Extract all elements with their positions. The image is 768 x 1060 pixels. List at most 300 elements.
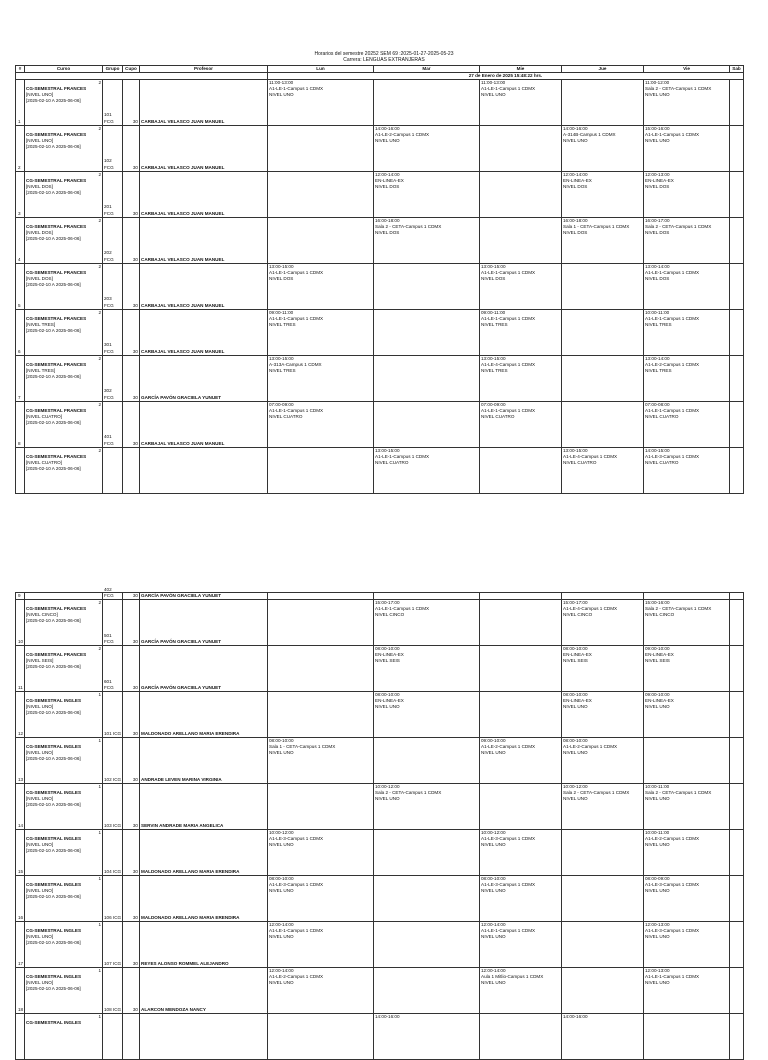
slot-line: A1-LE-4-Campus 1 CDMX bbox=[563, 453, 618, 459]
slot-line: NIVEL UNO bbox=[645, 842, 670, 848]
course-cell bbox=[25, 830, 103, 876]
professor-name: GARCÍA PAVÓN GRACIELA YUNUET bbox=[141, 684, 222, 690]
capacity-cell bbox=[123, 309, 140, 355]
slot-lun bbox=[268, 1014, 374, 1060]
course-cell bbox=[25, 217, 103, 263]
slot-lun bbox=[268, 784, 374, 830]
course-name: CG-SEMESTRAL FRANCES bbox=[26, 407, 87, 413]
slot-line: NIVEL CUATRO bbox=[375, 460, 409, 466]
slot-line: EN-LINEA-EX bbox=[375, 698, 404, 704]
slot-line: NIVEL TRES bbox=[645, 368, 672, 374]
professor-name: ALARCON MENDOZA NANCY bbox=[141, 1006, 206, 1012]
slot-lun bbox=[268, 263, 374, 309]
slot-line: 12:00-13:00 bbox=[645, 922, 670, 927]
slot-line: 16:00-18:00 bbox=[563, 217, 588, 223]
course-cell bbox=[25, 125, 103, 171]
course-dates: [2025-02-10 A 2025-06-06] bbox=[26, 420, 81, 426]
course-cell bbox=[25, 692, 103, 738]
slot-line: 12:00-13:00 bbox=[645, 968, 670, 973]
slot-line: 12:00-13:00 bbox=[645, 171, 670, 177]
slot-line: A1-LE-1-Campus 1 CDMX bbox=[645, 131, 700, 137]
capacity-value: 30 bbox=[132, 394, 138, 400]
slot-line: Sala 2 - CETA-Campus 1 CDMX bbox=[645, 223, 712, 229]
table-row bbox=[16, 355, 744, 401]
slot-sab bbox=[730, 125, 744, 171]
professor-name: ANDRADE LEVEN MARINA VIRGINIA bbox=[141, 776, 222, 782]
capacity-cell bbox=[123, 1014, 140, 1060]
table-row bbox=[16, 692, 744, 738]
group-value: 104 ICG bbox=[104, 868, 122, 874]
course-level: [NIVEL UNO] bbox=[26, 980, 54, 986]
table-row bbox=[16, 309, 744, 355]
course-cell bbox=[25, 447, 103, 493]
course-credit: 1 bbox=[98, 876, 101, 881]
course-cell bbox=[25, 309, 103, 355]
row-index bbox=[16, 309, 25, 355]
slot-line: 08:00-10:00 bbox=[269, 738, 294, 743]
table-body-page1 bbox=[16, 79, 744, 493]
capacity-value: 30 bbox=[132, 302, 138, 308]
slot-sab bbox=[730, 79, 744, 125]
course-name: CG-SEMESTRAL INGLES bbox=[26, 744, 82, 749]
slot-line: 10:00-12:00 bbox=[481, 830, 506, 835]
slot-lun bbox=[268, 876, 374, 922]
slot-line: Aula 1 Mitlio-Campus 1 CDMX bbox=[481, 974, 544, 980]
group-cell bbox=[103, 876, 123, 922]
slot-line: A1-LE-1-Campus 1 CDMX bbox=[645, 269, 700, 275]
date-row-spacer bbox=[16, 72, 268, 79]
slot-mie bbox=[480, 600, 562, 646]
row-index bbox=[16, 692, 25, 738]
slot-line: NIVEL UNO bbox=[269, 750, 294, 756]
slot-vie bbox=[644, 922, 730, 968]
slot-line: NIVEL UNO bbox=[645, 92, 670, 98]
slot-lun bbox=[268, 401, 374, 447]
slot-line: 10:00-12:00 bbox=[375, 784, 400, 789]
course-credit: 1 bbox=[98, 922, 101, 927]
slot-line: 11:00-12:00 bbox=[645, 79, 670, 85]
slot-line: 14:00-16:00 bbox=[563, 125, 588, 131]
slot-line: A1-LE-3-Campus 1 CDMX bbox=[269, 836, 324, 842]
course-name: CG-SEMESTRAL INGLES bbox=[26, 974, 82, 979]
capacity-cell bbox=[123, 876, 140, 922]
slot-line: A1-LE-1-Campus 1 CDMX bbox=[375, 453, 430, 459]
slot-vie bbox=[644, 600, 730, 646]
slot-line: A1-LE-1-Campus 1 CDMX bbox=[645, 315, 700, 321]
course-dates: [2025-02-10 A 2025-06-06] bbox=[26, 328, 81, 334]
course-level: [NIVEL DOS] bbox=[26, 275, 53, 281]
slot-line: 10:00-11:00 bbox=[645, 309, 670, 315]
slot-line: A1-LE-1-Campus 1 CDMX bbox=[375, 606, 430, 612]
slot-line: A1-LE-3-Campus 1 CDMX bbox=[269, 882, 324, 888]
slot-line: 13:00-15:00 bbox=[375, 447, 400, 453]
course-credit: 2 bbox=[98, 646, 101, 651]
slot-line: 07:00-09:00 bbox=[269, 401, 294, 407]
group-value: 301 FCG bbox=[104, 342, 114, 354]
slot-mie bbox=[480, 171, 562, 217]
slot-sab bbox=[730, 447, 744, 493]
row-index-value: 14 bbox=[18, 822, 24, 828]
course-credit: 1 bbox=[98, 738, 101, 743]
course-dates: [2025-02-10 A 2025-06-06] bbox=[26, 940, 81, 946]
course-name: CG-SEMESTRAL INGLES bbox=[26, 698, 82, 703]
row-index bbox=[16, 125, 25, 171]
slot-jue bbox=[562, 401, 644, 447]
slot-vie bbox=[644, 646, 730, 692]
course-level: [NIVEL TRES] bbox=[26, 321, 56, 327]
table-row bbox=[16, 830, 744, 876]
course-credit: 2 bbox=[98, 355, 101, 361]
slot-line: A1-LE-1-Campus 1 CDMX bbox=[269, 85, 324, 91]
course-dates: [2025-02-10 A 2025-06-06] bbox=[26, 848, 81, 854]
col-header-lun: Lun bbox=[268, 66, 374, 73]
course-dates: [2025-02-10 A 2025-06-06] bbox=[26, 236, 81, 242]
slot-line: 07:00-08:00 bbox=[645, 401, 670, 407]
course-level: [NIVEL CUATRO] bbox=[26, 459, 62, 465]
slot-mar bbox=[374, 593, 480, 600]
professor-name: GARCÍA PAVÓN GRACIELA YUNUET bbox=[141, 638, 222, 644]
course-dates: [2025-02-10 A 2025-06-06] bbox=[26, 374, 81, 380]
professor-cell bbox=[140, 646, 268, 692]
slot-sab bbox=[730, 692, 744, 738]
group-value: 102 FCG bbox=[104, 158, 114, 170]
row-index-value: 7 bbox=[18, 394, 21, 400]
row-index-value: 5 bbox=[18, 302, 21, 308]
slot-mie bbox=[480, 593, 562, 600]
schedule-table-page2 bbox=[15, 586, 744, 1060]
capacity-value: 30 bbox=[132, 638, 138, 644]
course-dates: [2025-02-10 A 2025-06-06] bbox=[26, 618, 81, 624]
slot-line: NIVEL UNO bbox=[375, 138, 400, 144]
slot-line: A1-LE-1-Campus 1 CDMX bbox=[269, 407, 324, 413]
capacity-cell bbox=[123, 738, 140, 784]
slot-line: A1-LE-3-Campus 1 CDMX bbox=[645, 453, 700, 459]
slot-line: A1-LE-2-Campus 1 CDMX bbox=[563, 744, 618, 750]
col-header-cupo: Cupo bbox=[123, 66, 140, 73]
group-value: 103 ICG bbox=[104, 822, 122, 828]
table-body-page2 bbox=[16, 586, 744, 1060]
group-cell bbox=[103, 646, 123, 692]
row-index bbox=[16, 217, 25, 263]
slot-line: 08:00-10:00 bbox=[563, 738, 588, 743]
slot-line: 07:00-09:00 bbox=[481, 401, 506, 407]
slot-jue bbox=[562, 968, 644, 1014]
slot-line: EN-LINEA-EX bbox=[375, 177, 404, 183]
slot-line: NIVEL TRES bbox=[481, 322, 508, 328]
slot-line: EN-LINEA-EX bbox=[645, 177, 674, 183]
row-index-value: 3 bbox=[18, 210, 21, 216]
course-dates: [2025-02-10 A 2025-06-06] bbox=[26, 710, 81, 716]
professor-cell bbox=[140, 355, 268, 401]
row-index bbox=[16, 784, 25, 830]
professor-name: CARBAJAL VELASCO JUAN MANUEL bbox=[141, 440, 225, 446]
group-cell bbox=[103, 79, 123, 125]
row-index-value: 10 bbox=[18, 638, 24, 644]
slot-sab bbox=[730, 171, 744, 217]
slot-line: NIVEL UNO bbox=[645, 934, 670, 940]
course-credit: 2 bbox=[98, 79, 101, 85]
slot-line: NIVEL UNO bbox=[481, 934, 506, 940]
slot-line: NIVEL UNO bbox=[481, 888, 506, 894]
slot-line: NIVEL UNO bbox=[645, 704, 670, 710]
course-level: [NIVEL UNO] bbox=[26, 934, 54, 940]
row-index-value: 18 bbox=[18, 1006, 24, 1012]
group-cell bbox=[103, 309, 123, 355]
slot-vie bbox=[644, 593, 730, 600]
slot-mar bbox=[374, 784, 480, 830]
slot-lun bbox=[268, 171, 374, 217]
course-cell bbox=[25, 263, 103, 309]
course-cell bbox=[25, 784, 103, 830]
slot-line: 14:00-15:00 bbox=[645, 447, 670, 453]
course-dates: [2025-02-10 A 2025-06-06] bbox=[26, 986, 81, 992]
group-cell bbox=[103, 125, 123, 171]
course-dates: [2025-02-10 A 2025-06-06] bbox=[26, 144, 81, 150]
row-index bbox=[16, 79, 25, 125]
slot-mie bbox=[480, 692, 562, 738]
slot-sab bbox=[730, 263, 744, 309]
slot-line: Sala 2 - CETA-Campus 1 CDMX bbox=[375, 223, 442, 229]
capacity-cell bbox=[123, 401, 140, 447]
slot-line: 13:00-15:00 bbox=[563, 447, 588, 453]
group-cell bbox=[103, 784, 123, 830]
course-level: [NIVEL CUATRO] bbox=[26, 413, 62, 419]
slot-mie bbox=[480, 830, 562, 876]
course-dates: [2025-02-10 A 2025-06-06] bbox=[26, 98, 81, 104]
slot-line: 08:00-10:00 bbox=[269, 876, 294, 881]
row-index bbox=[16, 922, 25, 968]
slot-line: 13:00-14:00 bbox=[645, 263, 670, 269]
slot-line: NIVEL UNO bbox=[481, 980, 506, 986]
course-level: [NIVEL UNO] bbox=[26, 750, 54, 756]
group-cell bbox=[103, 692, 123, 738]
slot-mie bbox=[480, 1014, 562, 1060]
slot-line: NIVEL DOS bbox=[563, 184, 588, 190]
row-index-value: 16 bbox=[18, 914, 24, 920]
course-cell bbox=[25, 922, 103, 968]
slot-line: NIVEL UNO bbox=[269, 934, 294, 940]
col-header-sab: Sab bbox=[730, 66, 744, 73]
course-cell bbox=[25, 876, 103, 922]
slot-line: 15:00-17:00 bbox=[375, 600, 400, 605]
slot-line: NIVEL CUATRO bbox=[645, 460, 679, 466]
course-dates: [2025-02-10 A 2025-06-06] bbox=[26, 756, 81, 762]
slot-lun bbox=[268, 738, 374, 784]
slot-sab bbox=[730, 646, 744, 692]
group-cell bbox=[103, 830, 123, 876]
slot-mie bbox=[480, 784, 562, 830]
course-name: CG-SEMESTRAL INGLES bbox=[26, 882, 82, 887]
professor-cell bbox=[140, 830, 268, 876]
slot-jue bbox=[562, 922, 644, 968]
group-cell bbox=[103, 968, 123, 1014]
professor-name: MALDONADO ARELLANO MARIA ERENDIRA bbox=[141, 914, 240, 920]
col-header-mar: Mar bbox=[374, 66, 480, 73]
slot-lun bbox=[268, 922, 374, 968]
professor-cell bbox=[140, 125, 268, 171]
slot-line: NIVEL UNO bbox=[269, 980, 294, 986]
slot-mar bbox=[374, 830, 480, 876]
capacity-cell bbox=[123, 784, 140, 830]
row-index-value: 11 bbox=[18, 684, 23, 690]
course-credit: 2 bbox=[98, 600, 101, 605]
slot-line: NIVEL DOS bbox=[375, 184, 400, 190]
date-row bbox=[16, 72, 744, 79]
capacity-value: 30 bbox=[132, 1006, 138, 1012]
slot-mie bbox=[480, 968, 562, 1014]
row-index bbox=[16, 171, 25, 217]
professor-cell bbox=[140, 1014, 268, 1060]
slot-line: A1-LE-1-Campus 1 CDMX bbox=[481, 85, 536, 91]
slot-mar bbox=[374, 355, 480, 401]
slot-line: EN-LINEA-EX bbox=[375, 652, 404, 658]
group-cell bbox=[103, 1014, 123, 1060]
slot-mar bbox=[374, 125, 480, 171]
slot-line: 09:00-11:00 bbox=[269, 309, 294, 315]
capacity-cell bbox=[123, 217, 140, 263]
slot-line: NIVEL UNO bbox=[481, 842, 506, 848]
professor-cell bbox=[140, 876, 268, 922]
capacity-cell: 30 bbox=[123, 593, 140, 600]
slot-vie bbox=[644, 79, 730, 125]
row-index-value: 15 bbox=[18, 868, 24, 874]
course-cell bbox=[25, 600, 103, 646]
slot-line: 09:00-10:00 bbox=[645, 692, 670, 697]
course-name: CG-SEMESTRAL FRANCES bbox=[26, 131, 87, 137]
group-value: 601 FCG bbox=[104, 678, 114, 690]
slot-line: NIVEL UNO bbox=[563, 704, 588, 710]
capacity-cell bbox=[123, 646, 140, 692]
slot-line: Sala 2 - CETA-Campus 1 CDMX bbox=[375, 790, 442, 796]
group-cell bbox=[103, 263, 123, 309]
slot-sab bbox=[730, 922, 744, 968]
row-index-value: 13 bbox=[18, 776, 24, 782]
slot-mar bbox=[374, 922, 480, 968]
col-header-mie: Mie bbox=[480, 66, 562, 73]
capacity-value: 30 bbox=[132, 348, 138, 354]
slot-mie bbox=[480, 309, 562, 355]
course-dates: [2025-02-10 A 2025-06-06] bbox=[26, 466, 81, 472]
slot-line: Sala 2 - CETA-Campus 1 CDMX bbox=[563, 790, 630, 796]
slot-sab bbox=[730, 593, 744, 600]
slot-vie bbox=[644, 692, 730, 738]
slot-mie bbox=[480, 79, 562, 125]
row-index-value: 2 bbox=[18, 164, 21, 170]
professor-cell bbox=[140, 968, 268, 1014]
col-header-idx: # bbox=[16, 66, 25, 73]
group-value: 501 FCG bbox=[104, 632, 114, 644]
slot-line: EN-LINEA-EX bbox=[645, 698, 674, 704]
capacity-value: 30 bbox=[132, 210, 138, 216]
slot-line: A1-LE-1-Campus 1 CDMX bbox=[645, 974, 700, 980]
col-header-profesor: Profesor bbox=[140, 66, 268, 73]
slot-line: NIVEL TRES bbox=[269, 322, 296, 328]
capacity-value: 30 bbox=[132, 914, 138, 920]
slot-line: 08:00-10:00 bbox=[481, 876, 506, 881]
slot-line: NIVEL CUATRO bbox=[481, 414, 515, 420]
group-cell bbox=[103, 217, 123, 263]
slot-line: 08:00-09:00 bbox=[645, 876, 670, 881]
slot-sab bbox=[730, 355, 744, 401]
slot-line: 15:00-16:00 bbox=[645, 125, 670, 131]
slot-line: NIVEL SEIS bbox=[563, 658, 588, 664]
group-cell bbox=[103, 401, 123, 447]
slot-jue bbox=[562, 738, 644, 784]
slot-lun bbox=[268, 217, 374, 263]
course-level: [NIVEL UNO] bbox=[26, 137, 54, 143]
slot-line: NIVEL CINCO bbox=[375, 612, 405, 618]
slot-line: A1-LE-2-Campus 1 CDMX bbox=[645, 836, 700, 842]
col-header-vie: Vie bbox=[644, 66, 730, 73]
row-index-value: 4 bbox=[18, 256, 21, 262]
slot-line: NIVEL CUATRO bbox=[563, 460, 597, 466]
slot-line: 10:00-12:00 bbox=[269, 830, 294, 835]
slot-line: NIVEL SEIS bbox=[645, 658, 670, 664]
slot-line: NIVEL DOS bbox=[375, 230, 400, 236]
professor-name: CARBAJAL VELASCO JUAN MANUEL bbox=[141, 256, 225, 262]
slot-mie bbox=[480, 876, 562, 922]
table-row bbox=[16, 593, 744, 600]
slot-line: Sala 2 - CETA-Campus 1 CDMX bbox=[645, 85, 712, 91]
group-value: 102 ICG bbox=[104, 776, 122, 782]
slot-jue bbox=[562, 646, 644, 692]
course-cell bbox=[25, 593, 103, 600]
course-name: CG-SEMESTRAL FRANCES bbox=[26, 315, 87, 321]
slot-jue bbox=[562, 600, 644, 646]
slot-vie bbox=[644, 968, 730, 1014]
course-level: [NIVEL DOS] bbox=[26, 183, 53, 189]
row-index bbox=[16, 355, 25, 401]
report-title: Horarios del semestre 20252 SEM 69 :2025-01-27-2025-05-23 bbox=[314, 51, 454, 57]
table-row bbox=[16, 784, 744, 830]
professor-cell: GARCÍA PAVÓN GRACIELA YUNUET bbox=[140, 593, 268, 600]
professor-name: MALDONADO ARELLANO MARIA ERENDIRA bbox=[141, 868, 240, 874]
slot-mar bbox=[374, 447, 480, 493]
course-level: [NIVEL UNO] bbox=[26, 842, 54, 848]
slot-line: Sala 1 - CETA-Campus 1 CDMX bbox=[563, 223, 630, 229]
course-dates: [2025-02-10 A 2025-06-06] bbox=[26, 802, 81, 808]
slot-line: NIVEL UNO bbox=[269, 842, 294, 848]
slot-line: NIVEL UNO bbox=[269, 92, 294, 98]
capacity-cell bbox=[123, 171, 140, 217]
slot-line: 08:00-10:00 bbox=[375, 646, 400, 651]
slot-line: 08:00-10:00 bbox=[563, 646, 588, 651]
table-row bbox=[16, 646, 744, 692]
slot-jue bbox=[562, 171, 644, 217]
slot-mie bbox=[480, 738, 562, 784]
slot-line: A1-LE-4-Campus 1 CDMX bbox=[481, 361, 536, 367]
slot-lun bbox=[268, 355, 374, 401]
slot-line: NIVEL DOS bbox=[645, 276, 670, 282]
professor-cell bbox=[140, 263, 268, 309]
row-index-value: 12 bbox=[18, 730, 24, 736]
capacity-value: 30 bbox=[132, 440, 138, 446]
capacity-cell bbox=[123, 125, 140, 171]
course-name: CG-SEMESTRAL FRANCES bbox=[26, 269, 87, 275]
course-cell bbox=[25, 79, 103, 125]
slot-line: EN-LINEA-EX bbox=[563, 652, 592, 658]
table-row bbox=[16, 968, 744, 1014]
slot-vie bbox=[644, 263, 730, 309]
capacity-value: 30 bbox=[132, 684, 138, 690]
slot-mar bbox=[374, 263, 480, 309]
row-index-value: 17 bbox=[18, 960, 24, 966]
slot-line: 15:00-16:00 bbox=[645, 600, 670, 605]
slot-line: NIVEL DOS bbox=[645, 230, 670, 236]
course-credit: 1 bbox=[98, 784, 101, 789]
group-value: 106 ICG bbox=[104, 914, 122, 920]
slot-mie bbox=[480, 125, 562, 171]
